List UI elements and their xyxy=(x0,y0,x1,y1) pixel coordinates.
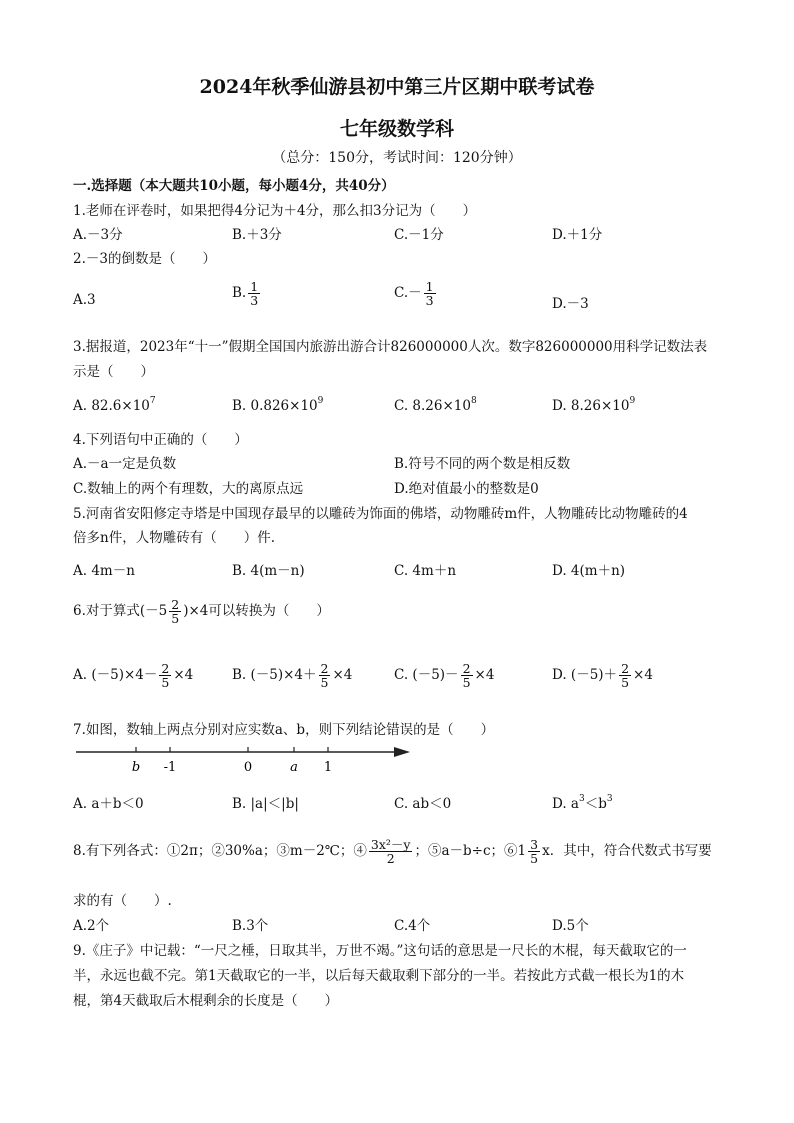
q3-option-d xyxy=(552,396,635,414)
arrow-head-icon xyxy=(394,747,410,757)
q8-suffix: x．其中，符合代数式书写要 xyxy=(542,843,712,860)
q2-option-c-label: C.－ xyxy=(394,285,422,302)
q7-option-b: B. |a|＜|b| xyxy=(232,796,299,812)
q2-option-c xyxy=(394,280,438,307)
q2-option-b-label: B. xyxy=(232,285,247,302)
q3-b-exp: 9 xyxy=(317,396,324,406)
question-5-line2: 倍多n件，人物雕砖有（ ）件. xyxy=(73,530,275,546)
exam-title: 2024年秋季仙游县初中第三片区期中联考试卷 xyxy=(199,76,595,98)
q8-mid: ；⑤a－b÷c；⑥1 xyxy=(414,843,527,860)
q3-d-base: D. 8.26×10 xyxy=(552,398,630,414)
q1-option-c: C.－1分 xyxy=(394,227,444,243)
q8-option-c: C.4个 xyxy=(394,918,431,934)
q6-expr-right: )×4 xyxy=(183,603,209,620)
frac-num: 1 xyxy=(250,279,259,294)
q8-option-b: B.3个 xyxy=(232,918,269,934)
frac-num: 3x²－y xyxy=(370,837,411,852)
q3-a-base: A. 82.6×10 xyxy=(73,398,150,414)
q3-option-c xyxy=(394,396,477,414)
fraction-two-fifths xyxy=(159,662,171,689)
q3-c-exp: 8 xyxy=(470,396,477,406)
q6-b-right: ×4 xyxy=(332,667,353,684)
q7-d-exp-b: 3 xyxy=(606,794,613,804)
frac-den: 5 xyxy=(530,851,539,867)
q3-a-exp: 7 xyxy=(149,396,156,406)
q2-option-d: D.－3 xyxy=(552,296,589,312)
q1-option-d: D.＋1分 xyxy=(552,227,603,243)
q8-option-a: A.2个 xyxy=(73,918,110,934)
q7-option-c: C. ab＜0 xyxy=(394,796,452,812)
q6-option-d xyxy=(552,662,653,689)
q6-d-left: D. (－5)＋ xyxy=(552,667,618,684)
q7-d-exp-a: 3 xyxy=(578,794,585,804)
fraction-two-fifths xyxy=(619,662,631,689)
q6-prefix: 6.对于算式 xyxy=(73,603,140,620)
label-b: b xyxy=(131,760,141,775)
frac-den: 3 xyxy=(425,293,434,309)
q7-d-mid: ＜b xyxy=(584,796,607,812)
question-2-stem: 2.－3的倒数是（ ） xyxy=(73,251,216,267)
q3-b-base: B. 0.826×10 xyxy=(232,398,318,414)
q8-prefix: 8.有下列各式：①2π；②30%a；③m－2℃；④ xyxy=(73,843,367,860)
fraction-two-fifths xyxy=(319,662,331,689)
frac-num: 2 xyxy=(161,661,170,676)
fraction-two-fifths xyxy=(461,662,473,689)
q6-c-right: ×4 xyxy=(474,667,495,684)
question-4-stem: 4.下列语句中正确的（ ） xyxy=(73,432,248,448)
q1-option-b: B.＋3分 xyxy=(232,227,282,243)
q4-option-b: B.符号不同的两个数是相反数 xyxy=(394,456,571,472)
q7-option-a: A. a＋b＜0 xyxy=(73,796,144,812)
frac-num: 2 xyxy=(320,661,329,676)
q6-b-left: B. (－5)×4＋ xyxy=(232,667,317,684)
q1-option-a: A.－3分 xyxy=(73,227,123,243)
frac-num: 3 xyxy=(530,837,539,852)
q6-option-a xyxy=(73,662,193,689)
question-9-line1: 9.《庄子》中记载：“一尺之棰，日取其半，万世不竭。”这句话的意思是一尺长的木棍，每天截取它的一 xyxy=(73,943,687,959)
q4-option-c: C.数轴上的两个有理数，大的离原点远 xyxy=(73,481,304,497)
label-one: 1 xyxy=(323,760,333,775)
frac-den: 5 xyxy=(320,675,329,691)
q5-option-a: A. 4m－n xyxy=(73,563,135,579)
number-line-figure xyxy=(70,738,420,778)
frac-den: 5 xyxy=(161,675,170,691)
q6-a-right: ×4 xyxy=(173,667,194,684)
q4-option-d: D.绝对值最小的整数是0 xyxy=(394,481,539,497)
q3-c-base: C. 8.26×10 xyxy=(394,398,471,414)
q2-option-a: A.3 xyxy=(73,292,96,308)
q5-option-d: D. 4(m＋n) xyxy=(552,563,626,579)
label-a: a xyxy=(290,760,298,775)
frac-num: 2 xyxy=(462,661,471,676)
question-8-line1 xyxy=(73,838,712,865)
label-minus-one: -1 xyxy=(163,760,177,775)
frac-num: 2 xyxy=(171,597,180,612)
frac-den: 2 xyxy=(386,851,395,867)
question-1-stem: 1.老师在评卷时，如果把得4分记为＋4分，那么扣3分记为（ ） xyxy=(73,203,477,219)
q7-d-base: D. a xyxy=(552,796,579,812)
fraction-two-fifths xyxy=(169,598,181,625)
frac-num: 1 xyxy=(425,279,434,294)
question-7-stem: 7.如图，数轴上两点分别对应实数a、b，则下列结论错误的是（ ） xyxy=(73,722,495,738)
q6-c-left: C. (－5)－ xyxy=(394,667,459,684)
fraction-one-third xyxy=(248,280,260,307)
label-zero: 0 xyxy=(243,760,253,775)
q2-option-b xyxy=(232,280,262,307)
q8-option-d: D.5个 xyxy=(552,918,589,934)
subject-title: 七年级数学科 xyxy=(339,118,454,140)
q6-option-c xyxy=(394,662,494,689)
question-3-line1: 3.据报道，2023年“十一”假期全国国内旅游出游合计826000000人次。数字826000000用科学记数法表 xyxy=(73,339,708,355)
frac-den: 3 xyxy=(250,293,259,309)
frac-num: 2 xyxy=(621,661,630,676)
question-9-line2: 半，永远也截不完。第1天截取它的一半，以后每天截取剩下部分的一半。若按此方式截一根长为1的木 xyxy=(73,968,685,984)
q3-d-exp: 9 xyxy=(629,396,636,406)
q6-a-left: A. (－5)×4－ xyxy=(73,667,158,684)
q3-option-a xyxy=(73,396,156,414)
q5-option-c: C. 4m＋n xyxy=(394,563,457,579)
fraction-three-fifths xyxy=(528,838,540,865)
frac-den: 5 xyxy=(621,675,630,691)
q6-expr-left: (－5 xyxy=(139,603,168,620)
q6-d-right: ×4 xyxy=(633,667,653,684)
q5-option-b: B. 4(m－n) xyxy=(232,563,305,579)
q7-option-d xyxy=(552,792,613,812)
q3-option-b xyxy=(232,396,323,414)
fraction-expression-4 xyxy=(369,838,413,865)
frac-den: 5 xyxy=(462,675,471,691)
question-5-line1: 5.河南省安阳修定寺塔是中国现存最早的以雕砖为饰面的佛塔，动物雕砖m件，人物雕砖比动物雕砖的4 xyxy=(73,506,688,522)
question-9-line3: 棍，第4天截取后木棍剩余的长度是（ ） xyxy=(73,993,339,1009)
fraction-one-third xyxy=(424,280,436,307)
question-8-line2: 求的有（ ）. xyxy=(73,893,172,909)
question-6-stem xyxy=(73,598,330,625)
q6-suffix: 可以转换为（ ） xyxy=(208,603,330,620)
q4-option-a: A.－a一定是负数 xyxy=(73,456,177,472)
frac-den: 5 xyxy=(171,611,180,627)
exam-meta: （总分：150分，考试时间：120分钟） xyxy=(272,150,522,166)
section-heading: 一.选择题（本大题共10小题，每小题4分，共40分） xyxy=(73,178,395,194)
q6-option-b xyxy=(232,662,352,689)
question-3-line2: 示是（ ） xyxy=(73,364,154,380)
